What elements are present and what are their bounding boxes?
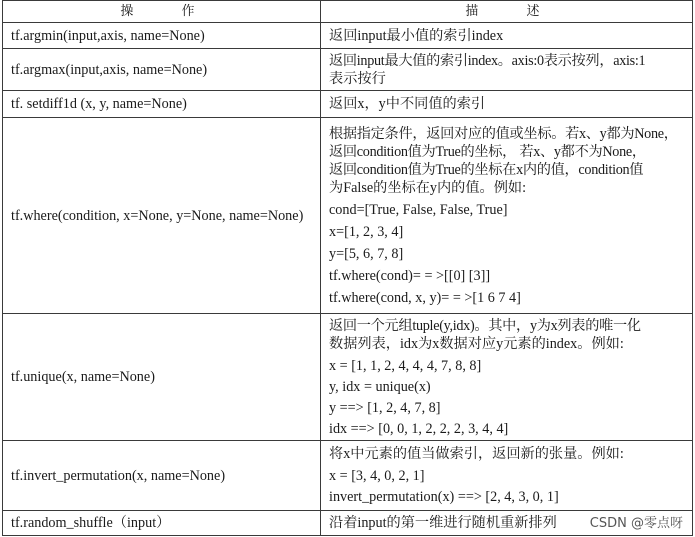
desc-cell: [321, 441, 693, 511]
op-cell: tf.where(condition, x=None, y=None, name=None): [3, 118, 321, 314]
desc-code-line: x=[1, 2, 3, 4]: [329, 223, 404, 240]
desc-code-line: invert_permutation(x) ==> [2, 4, 3, 0, 1]: [329, 489, 559, 505]
table-row: [3, 118, 693, 314]
desc-line: 返回一个元组tuple(y,idx)。其中，y为x列表的唯一化: [329, 317, 641, 334]
op-cell: tf.invert_permutation(x, name=None): [3, 441, 321, 511]
desc-code-line: tf.where(cond, x, y)= = >[1 6 7 4]: [329, 289, 521, 306]
header-row: [3, 1, 693, 23]
desc-line: 表示按行: [329, 70, 386, 87]
desc-cell: [321, 314, 693, 441]
desc-line: 返回input最小值的索引index: [329, 27, 504, 44]
desc-line: 数据列表，idx为x数据对应y元素的index。例如:: [329, 335, 624, 352]
desc-line: 为False的坐标在y内的值。例如:: [329, 179, 527, 196]
desc-code-line: x = [3, 4, 0, 2, 1]: [329, 468, 425, 484]
watermark: CSDN @零点呀: [588, 512, 685, 531]
desc-code-line: y, idx = unique(x): [329, 378, 431, 395]
desc-line: 将x中元素的值当做索引，返回新的张量。例如:: [329, 446, 624, 462]
desc-code-line: y ==> [1, 2, 4, 7, 8]: [329, 399, 441, 416]
table-row: [3, 23, 693, 49]
desc-cell: [321, 118, 693, 314]
op-cell: tf.random_shuffle（input）: [3, 511, 321, 536]
desc-code-line: tf.where(cond)= = >[[0] [3]]: [329, 267, 491, 284]
desc-line: 返回condition值为True的坐标， 若x、y都不为None，: [329, 143, 646, 160]
desc-code-line: x = [1, 1, 2, 4, 4, 4, 7, 8, 8]: [329, 357, 482, 374]
desc-line: 返回condition值为True的坐标在x内的值，condition值: [329, 161, 644, 178]
desc-cell: [321, 23, 693, 49]
op-cell: tf.unique(x, name=None): [3, 314, 321, 441]
table-row: [3, 91, 693, 118]
desc-code-line: y=[5, 6, 7, 8]: [329, 245, 404, 262]
desc-cell: [321, 49, 693, 91]
op-cell: tf.argmax(input,axis, name=None): [3, 49, 321, 91]
desc-line: 返回x，y中不同值的索引: [329, 96, 486, 112]
table-row: [3, 49, 693, 91]
desc-line: 沿着input的第一维进行随机重新排列: [329, 515, 557, 531]
desc-line: 返回input最大值的索引index。axis:0表示按列，axis:1: [329, 52, 646, 69]
header-description: 描 述: [321, 1, 693, 23]
op-cell: tf.argmin(input,axis, name=None): [3, 23, 321, 49]
desc-code-line: cond=[True, False, False, True]: [329, 201, 508, 218]
desc-line: 根据指定条件，返回对应的值或坐标。若x、y都为None，: [329, 125, 678, 142]
op-cell: tf. setdiff1d (x, y, name=None): [3, 91, 321, 118]
desc-code-line: idx ==> [0, 0, 1, 2, 2, 2, 3, 4, 4]: [329, 420, 509, 437]
table-row: [3, 441, 693, 511]
table-row: [3, 314, 693, 441]
desc-cell: [321, 91, 693, 118]
header-operation: 操 作: [3, 1, 321, 23]
operations-table: [2, 0, 693, 536]
